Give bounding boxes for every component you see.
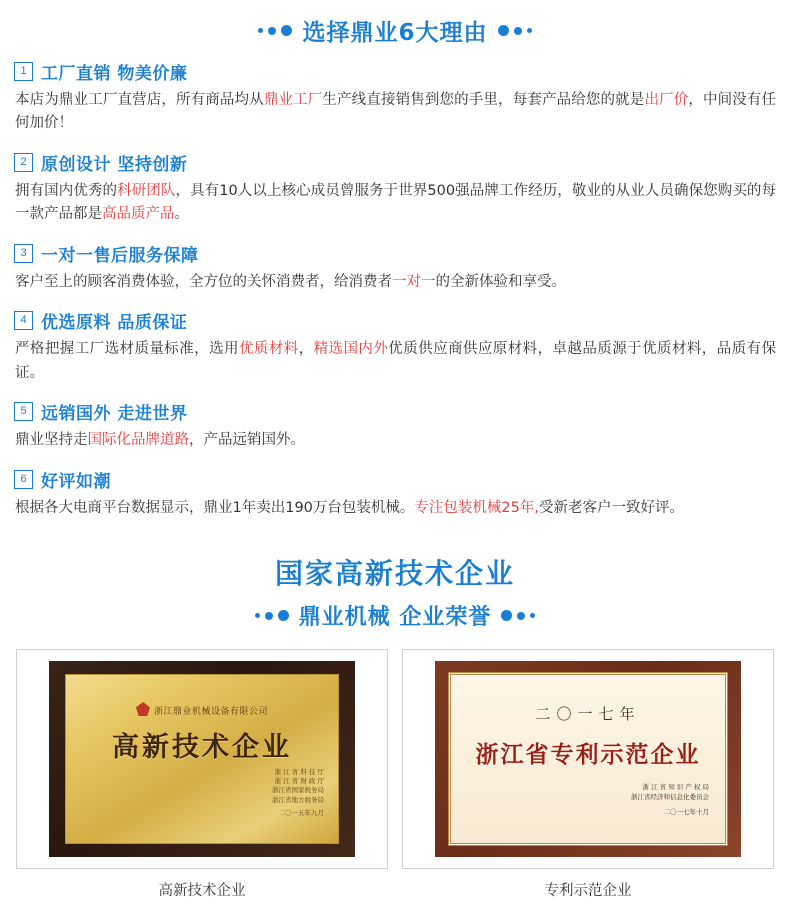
reason-item [14, 150, 776, 227]
logo-mark-icon [136, 702, 150, 716]
body-text: 优质供应商供应原材料，卓越品质源于优质材料，品质有保证。 [15, 341, 777, 381]
reason-number: 4 [14, 311, 33, 330]
highlighted-text: 出厂价 [644, 92, 689, 108]
certificate-plaque-gold [49, 661, 355, 857]
dots-left-icon [258, 25, 292, 36]
honor-sub-heading-title: 鼎业机械 企业荣誉 [298, 605, 492, 631]
certificate-card[interactable] [402, 649, 774, 900]
certificate-image-frame [16, 649, 388, 869]
certificate-issuers: 浙 江 省 知 识 产 权 局 浙江省经济和信息化委员会 [631, 783, 709, 801]
reason-item [14, 241, 776, 294]
company-logo [136, 702, 268, 717]
reason-number: 3 [14, 244, 33, 263]
dots-right-icon [501, 610, 535, 621]
body-text: 拥有国内优秀的 [15, 182, 118, 199]
highlighted-text: 鼎业工厂 [263, 92, 323, 108]
body-text: ，产品远销国外。 [189, 432, 305, 449]
certificate-card[interactable] [16, 649, 388, 900]
reason-header [14, 308, 776, 333]
honor-sub-heading [0, 592, 790, 635]
reason-title: 一对一售后服务保障 [41, 245, 199, 266]
reason-title: 工厂直销 物美价廉 [41, 64, 188, 84]
certificate-plaque-red [435, 661, 741, 857]
body-text: ，具有10人以上核心成员曾服务于世界500强品牌工作经历，敬业的从业人员确保您购买的每一款产品都是 [15, 182, 777, 223]
body-text: 本店为鼎业工厂直营店，所有商品均从 [15, 92, 264, 108]
reason-body [14, 271, 776, 294]
body-text: 受新老客户一致好评。 [538, 499, 684, 516]
certificate-image-frame [402, 649, 774, 869]
certificate-date: 二〇一五年九月 [278, 809, 324, 818]
reason-header [14, 467, 776, 492]
reason-title: 原创设计 坚持创新 [41, 154, 188, 175]
certificates-row [0, 635, 790, 900]
body-text: 鼎业坚持走 [15, 432, 88, 449]
body-text: 客户至上的顾客消费体验，全方位的关怀消费者，给消费者 [15, 273, 392, 290]
highlighted-text: 优质材料 [238, 341, 299, 358]
certificate-main-text: 高新技术企业 [112, 731, 292, 763]
reason-item [14, 59, 776, 136]
body-text: ，中间没有任何加价！ [15, 92, 777, 132]
reason-item [14, 308, 776, 385]
certificate-date: 二〇一七年十月 [663, 807, 709, 816]
reason-body [14, 429, 776, 452]
reason-number: 2 [14, 153, 33, 172]
body-text: 。 [174, 206, 189, 223]
reason-body [14, 338, 776, 385]
reason-body [14, 89, 776, 136]
certificate-caption: 专利示范企业 [544, 883, 632, 900]
reason-header [14, 150, 776, 175]
body-text: 的全新体验和享受。 [435, 273, 566, 290]
reason-number: 1 [14, 62, 33, 81]
reason-header [14, 399, 776, 424]
highlighted-text: 高品质产品 [102, 206, 175, 223]
reason-item [14, 467, 776, 520]
honor-main-title: 国家高新技术企业 [274, 557, 515, 591]
reason-body [14, 180, 776, 227]
certificate-caption: 高新技术企业 [158, 883, 246, 900]
body-text: 根据各大电商平台数据显示，鼎业1年卖出190万台包装机械。 [15, 499, 415, 516]
certificate-org: 浙江鼎业机械设备有限公司 [153, 706, 268, 717]
highlighted-text: 精选国内外 [313, 341, 389, 358]
certificate-main-text: 浙江省专利示范企业 [475, 742, 701, 769]
highlighted-text: 专注包装机械25年, [414, 499, 539, 516]
reason-header [14, 241, 776, 266]
reasons-heading-title: 选择鼎业6大理由 [302, 20, 488, 46]
body-text: 严格把握工厂选材质量标准，选用 [15, 341, 239, 358]
body-text: ， [298, 341, 314, 358]
highlighted-text: 国际化品牌道路 [87, 432, 189, 449]
reason-item [14, 399, 776, 452]
highlighted-text: 一对一 [392, 273, 436, 290]
reason-body [14, 497, 776, 520]
certificate-year: 二〇一七年 [535, 705, 641, 724]
highlighted-text: 科研团队 [117, 182, 176, 199]
reason-header [14, 59, 776, 84]
dots-left-icon [255, 610, 289, 621]
reason-title: 好评如潮 [41, 471, 111, 492]
body-text: 生产线直接销售到您的手里，每套产品给您的就是 [322, 92, 645, 108]
reason-title: 远销国外 走进世界 [41, 404, 188, 425]
reason-number: 5 [14, 402, 33, 421]
reasons-heading [0, 0, 790, 53]
reasons-list [0, 53, 790, 520]
reason-title: 优选原料 品质保证 [41, 313, 188, 334]
dots-right-icon [498, 25, 532, 36]
reason-number: 6 [14, 470, 33, 489]
certificate-issuers: 浙 江 省 科 技 厅 浙 江 省 财 政 厅 浙江省国家税务局 浙江省地方税务局 [272, 767, 324, 804]
